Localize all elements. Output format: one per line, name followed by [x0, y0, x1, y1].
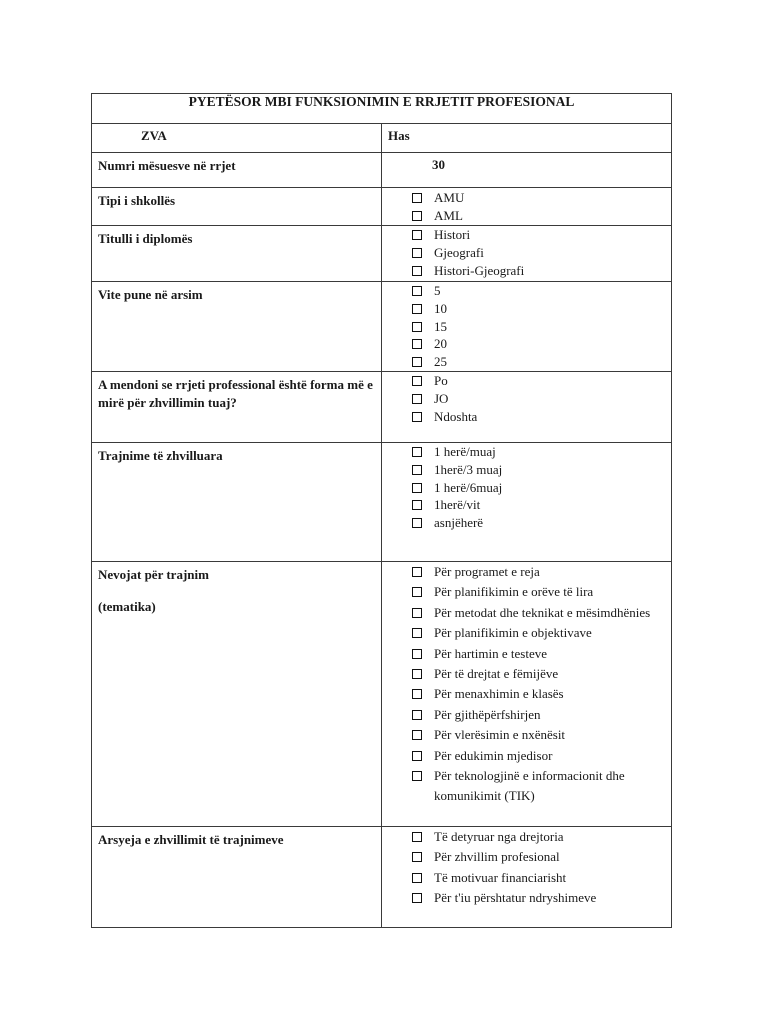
- checkbox-icon[interactable]: [412, 322, 422, 332]
- zva-label: ZVA: [141, 128, 167, 143]
- option-forced-by-management[interactable]: Të detyruar nga drejtoria: [412, 827, 671, 847]
- reasons-options: [382, 827, 671, 909]
- checkbox-icon[interactable]: [412, 730, 422, 740]
- option-never[interactable]: asnjëherë: [412, 514, 671, 532]
- option-financial-motivation[interactable]: Të motivuar financiarisht: [412, 868, 671, 888]
- checkbox-icon[interactable]: [412, 286, 422, 296]
- checkbox-icon[interactable]: [412, 567, 422, 577]
- option-inclusion[interactable]: Për gjithëpërfshirjen: [412, 705, 671, 725]
- option-ict[interactable]: Për teknologjinë e informacionit dhe: [412, 766, 671, 786]
- checkbox-icon[interactable]: [412, 669, 422, 679]
- option-years-5[interactable]: 5: [412, 282, 671, 300]
- checkbox-icon[interactable]: [412, 649, 422, 659]
- option-amu[interactable]: AMU: [412, 189, 671, 207]
- needs-row: [92, 561, 672, 826]
- option-monthly[interactable]: 1 herë/muaj: [412, 443, 671, 461]
- checkbox-icon[interactable]: [412, 751, 422, 761]
- checkbox-icon[interactable]: [412, 771, 422, 781]
- option-6-months[interactable]: 1 herë/6muaj: [412, 479, 671, 497]
- form-title: PYETËSOR MBI FUNKSIONIMIN E RRJETIT PROFESIONAL: [92, 94, 672, 124]
- option-aml[interactable]: AML: [412, 207, 671, 225]
- checkbox-icon[interactable]: [412, 357, 422, 367]
- needs-label: Nevojat për trajnim: [98, 566, 209, 582]
- network-options: [382, 372, 671, 425]
- option-free-hours[interactable]: Për planifikimin e orëve të lira: [412, 582, 671, 602]
- reasons-row: [92, 826, 672, 927]
- option-new-programs[interactable]: Për programet e reja: [412, 562, 671, 582]
- network-label: A mendoni se rrjeti professional është forma më e mirë për zhvillimin tuaj?: [98, 376, 373, 410]
- option-years-10[interactable]: 10: [412, 300, 671, 318]
- years-options: [382, 282, 671, 371]
- option-ndoshta[interactable]: Ndoshta: [412, 408, 671, 426]
- checkbox-icon[interactable]: [412, 266, 422, 276]
- years-row: [92, 282, 672, 372]
- checkbox-icon[interactable]: [412, 483, 422, 493]
- checkbox-icon[interactable]: [412, 628, 422, 638]
- trainings-label: Trajnime të zhvilluara: [98, 447, 223, 463]
- school-type-label: Tipi i shkollës: [98, 193, 176, 208]
- option-ict-continued: komunikimit (TIK): [434, 788, 535, 804]
- checkbox-icon[interactable]: [412, 304, 422, 314]
- zva-value: Has: [388, 128, 410, 143]
- needs-sublabel: (tematika): [98, 598, 156, 614]
- checkbox-icon[interactable]: [412, 893, 422, 903]
- checkbox-icon[interactable]: [412, 608, 422, 618]
- option-teaching-methods[interactable]: Për metodat dhe teknikat e mësimdhënies: [412, 603, 671, 623]
- checkbox-icon[interactable]: [412, 518, 422, 528]
- option-histori[interactable]: Histori: [412, 226, 671, 244]
- checkbox-icon[interactable]: [412, 376, 422, 386]
- checkbox-icon[interactable]: [412, 873, 422, 883]
- option-yearly[interactable]: 1herë/vit: [412, 496, 671, 514]
- option-jo[interactable]: JO: [412, 390, 671, 408]
- option-3-months[interactable]: 1herë/3 muaj: [412, 461, 671, 479]
- option-professional-development[interactable]: Për zhvillim profesional: [412, 847, 671, 867]
- checkbox-icon[interactable]: [412, 587, 422, 597]
- option-child-rights[interactable]: Për të drejtat e fëmijëve: [412, 664, 671, 684]
- teachers-row: [92, 153, 672, 188]
- checkbox-icon[interactable]: [412, 230, 422, 240]
- checkbox-icon[interactable]: [412, 710, 422, 720]
- checkbox-icon[interactable]: [412, 500, 422, 510]
- title-row: [92, 94, 672, 124]
- checkbox-icon[interactable]: [412, 339, 422, 349]
- reasons-label: Arsyeja e zhvillimit të trajnimeve: [98, 831, 284, 847]
- checkbox-icon[interactable]: [412, 852, 422, 862]
- questionnaire-table: [91, 93, 672, 928]
- checkbox-icon[interactable]: [412, 193, 422, 203]
- needs-options: [382, 562, 671, 807]
- school-type-options: [382, 188, 671, 225]
- option-student-assessment[interactable]: Për vlerësimin e nxënësit: [412, 725, 671, 745]
- diploma-label: Titulli i diplomës: [98, 231, 193, 246]
- option-years-20[interactable]: 20: [412, 335, 671, 353]
- checkbox-icon[interactable]: [412, 394, 422, 404]
- checkbox-icon[interactable]: [412, 412, 422, 422]
- checkbox-icon[interactable]: [412, 832, 422, 842]
- option-histori-gjeografi[interactable]: Histori-Gjeografi: [412, 262, 671, 280]
- option-gjeografi[interactable]: Gjeografi: [412, 244, 671, 262]
- option-class-management[interactable]: Për menaxhimin e klasës: [412, 684, 671, 704]
- checkbox-icon[interactable]: [412, 465, 422, 475]
- checkbox-icon[interactable]: [412, 689, 422, 699]
- option-environmental-education[interactable]: Për edukimin mjedisor: [412, 746, 671, 766]
- trainings-options: [382, 443, 671, 532]
- checkbox-icon[interactable]: [412, 447, 422, 457]
- checkbox-icon[interactable]: [412, 248, 422, 258]
- teachers-label: Numri mësuesve në rrjet: [98, 158, 236, 173]
- option-years-25[interactable]: 25: [412, 353, 671, 371]
- option-po[interactable]: Po: [412, 372, 671, 390]
- option-adapt-to-changes[interactable]: Për t'iu përshtatur ndryshimeve: [412, 888, 671, 908]
- network-row: [92, 371, 672, 442]
- years-label: Vite pune në arsim: [98, 287, 203, 302]
- teachers-value: 30: [432, 157, 445, 172]
- checkbox-icon[interactable]: [412, 211, 422, 221]
- diploma-row: [92, 226, 672, 282]
- diploma-options: [382, 226, 671, 279]
- option-years-15[interactable]: 15: [412, 318, 671, 336]
- option-objectives[interactable]: Për planifikimin e objektivave: [412, 623, 671, 643]
- option-tests[interactable]: Për hartimin e testeve: [412, 644, 671, 664]
- zva-row: [92, 124, 672, 153]
- school-type-row: [92, 188, 672, 226]
- trainings-row: [92, 442, 672, 561]
